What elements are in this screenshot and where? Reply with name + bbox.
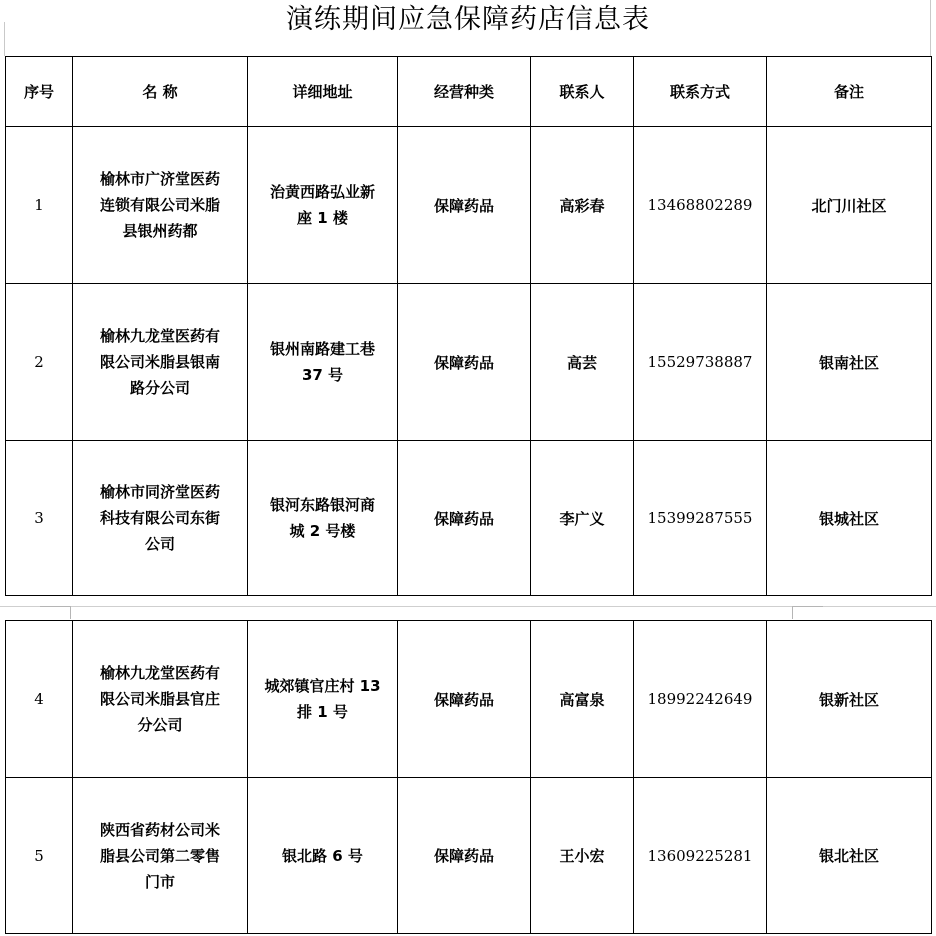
row-note: 北门川社区 <box>767 127 932 284</box>
name-line: 连锁有限公司米脂 <box>99 196 220 214</box>
name-line: 分公司 <box>137 716 183 734</box>
table-row <box>6 778 932 934</box>
pharmacy-table-page2 <box>5 620 932 934</box>
name-line: 榆林市广济堂医药 <box>99 170 220 188</box>
row-phone: 18992242649 <box>634 621 767 778</box>
row-contact: 高彩春 <box>531 127 634 284</box>
name-line: 限公司米脂县银南 <box>99 353 220 371</box>
row-name <box>73 284 248 441</box>
name-line: 榆林九龙堂医药有 <box>99 664 220 682</box>
row-note: 银南社区 <box>767 284 932 441</box>
address-line: 银河东路银河商 <box>269 496 375 514</box>
row-name <box>73 441 248 596</box>
document-title: 演练期间应急保障药店信息表 <box>286 4 650 35</box>
table-row <box>6 127 932 284</box>
row-address <box>248 441 398 596</box>
address-line: 治黄西路弘业新 <box>269 183 375 201</box>
name-line: 限公司米脂县官庄 <box>99 690 220 708</box>
row-type: 保障药品 <box>398 778 531 934</box>
page-corner-mark-left <box>40 606 71 619</box>
column-header-phone: 联系方式 <box>634 57 767 127</box>
row-type: 保障药品 <box>398 284 531 441</box>
name-line: 榆林市同济堂医药 <box>99 483 220 501</box>
address-line: 37 号 <box>301 366 344 384</box>
name-line: 陕西省药材公司米 <box>99 820 220 839</box>
address-line: 银北路 6 号 <box>282 846 363 865</box>
row-contact: 高富泉 <box>531 621 634 778</box>
column-header-no: 序号 <box>6 57 73 127</box>
row-type: 保障药品 <box>398 441 531 596</box>
row-contact: 王小宏 <box>531 778 634 934</box>
name-line: 脂县公司第二零售 <box>99 846 220 865</box>
row-phone: 13468802289 <box>634 127 767 284</box>
row-no: 2 <box>6 284 73 441</box>
row-address <box>248 127 398 284</box>
column-header-address: 详细地址 <box>248 57 398 127</box>
row-contact: 高芸 <box>531 284 634 441</box>
row-no: 5 <box>6 778 73 934</box>
pharmacy-table-page1 <box>5 56 932 596</box>
row-name <box>73 621 248 778</box>
column-header-name: 名 称 <box>73 57 248 127</box>
address-line: 银州南路建工巷 <box>269 340 375 358</box>
row-contact: 李广义 <box>531 441 634 596</box>
name-line: 榆林九龙堂医药有 <box>99 327 220 345</box>
name-line: 县银州药都 <box>122 222 198 240</box>
row-type: 保障药品 <box>398 621 531 778</box>
row-note: 银新社区 <box>767 621 932 778</box>
row-address <box>248 284 398 441</box>
name-line: 路分公司 <box>129 379 190 397</box>
row-name <box>73 778 248 934</box>
column-header-contact: 联系人 <box>531 57 634 127</box>
row-no: 4 <box>6 621 73 778</box>
row-no: 1 <box>6 127 73 284</box>
page-guide-right <box>930 0 931 56</box>
page-guide-left <box>4 22 5 56</box>
table-row <box>6 441 932 596</box>
address-line: 排 1 号 <box>297 703 348 721</box>
row-note: 银北社区 <box>767 778 932 934</box>
name-line: 公司 <box>144 535 175 553</box>
name-line: 科技有限公司东街 <box>99 509 220 527</box>
row-name <box>73 127 248 284</box>
column-header-note: 备注 <box>767 57 932 127</box>
page-corner-mark-right <box>792 606 823 619</box>
row-note: 银城社区 <box>767 441 932 596</box>
table-row <box>6 621 932 778</box>
address-line: 城 2 号楼 <box>289 522 356 540</box>
row-no: 3 <box>6 441 73 596</box>
row-phone: 15399287555 <box>634 441 767 596</box>
row-address <box>248 778 398 934</box>
table-row <box>6 284 932 441</box>
row-address <box>248 621 398 778</box>
row-type: 保障药品 <box>398 127 531 284</box>
row-phone: 15529738887 <box>634 284 767 441</box>
row-phone: 13609225281 <box>634 778 767 934</box>
address-line: 城郊镇官庄村 13 <box>264 677 381 695</box>
table-header-row <box>6 57 932 127</box>
address-line: 座 1 楼 <box>297 209 348 227</box>
column-header-type: 经营种类 <box>398 57 531 127</box>
name-line: 门市 <box>144 872 175 891</box>
